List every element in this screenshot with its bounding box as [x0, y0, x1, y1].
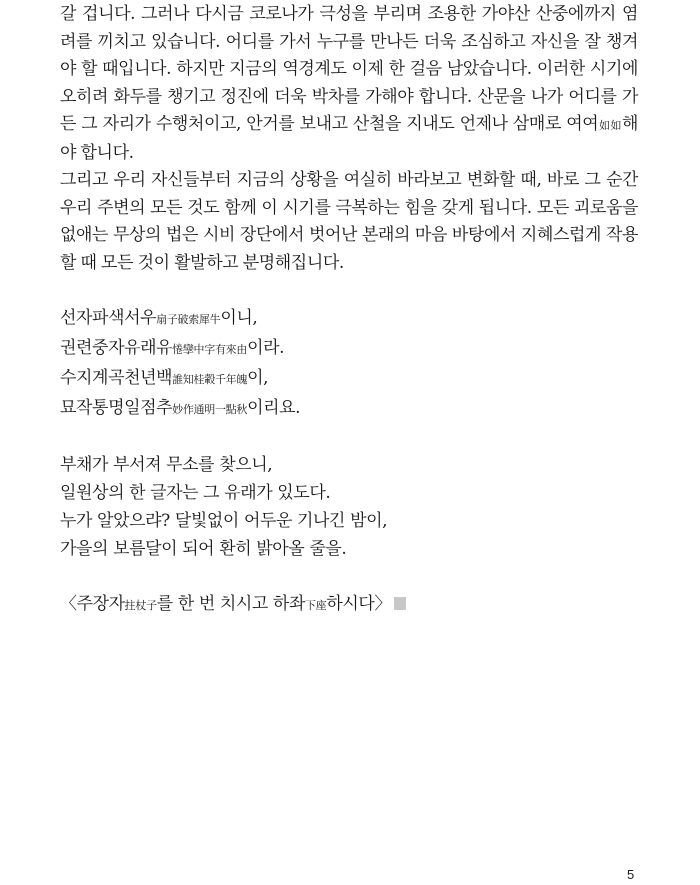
verse-korean-block — [60, 451, 638, 563]
text-run: 를 한 번 치시고 하좌 — [156, 594, 305, 614]
verse-reading: 선자파색서우 — [60, 308, 157, 328]
end-mark-icon — [394, 597, 406, 610]
verse-ending: 이, — [247, 368, 269, 388]
verse-line — [60, 304, 638, 334]
verse-translation-line: 일원상의 한 글자는 그 유래가 있도다. — [60, 483, 331, 503]
verse-line — [60, 394, 638, 424]
body-paragraph — [60, 167, 638, 277]
hanja-annotation: 誰知桂轂千年魄 — [172, 373, 248, 386]
verse-line — [60, 334, 638, 364]
page-number: 5 — [627, 867, 635, 882]
hanja-annotation: 惓孿中字有來由 — [172, 343, 248, 356]
hanja-annotation: 下座 — [304, 599, 327, 612]
verse-ending: 이리요. — [247, 398, 301, 418]
text-run: 해야 합니다. — [60, 114, 639, 163]
hanja-annotation: 扇子破索犀牛 — [156, 313, 221, 326]
text-run: 〈주장자 — [60, 594, 125, 614]
verse-ending: 이니, — [220, 308, 258, 328]
verse-reading: 권련중자유래유 — [60, 338, 173, 358]
verse-translation-line: 누가 알았으랴? 달빛없이 어두운 기나긴 밤이, — [60, 511, 388, 531]
verse-hanja-block — [60, 304, 638, 424]
verse-reading: 묘작통명일점추 — [60, 398, 173, 418]
text-run: 갈 겁니다. 그러나 다시금 코로나가 극성을 부리며 조용한 가야산 산중에까지 염려를 끼치고 있습니다. 어디를 가서 누구를 만나든 더욱 조심하고 자신을 잘 챙겨야 할 때입니다. 하지만 지금의 역경계도 이제 한 걸음 남았습니다. 이러한 시기에 오히려 화두를 챙기고 정진에 더욱 박차를 가해야 합니다. 산문을 나가 어디를 가든 그 자리가 수행처이고, 안거를 보내고 산철을 지내도 언제나 삼매로 여여 — [60, 4, 638, 134]
verse-translation-line: 가을의 보름달이 되어 환히 밝아올 줄을. — [60, 539, 347, 559]
hanja-annotation: 拄杖子 — [124, 599, 157, 612]
hanja-annotation: 妙作通明一點秋 — [172, 403, 248, 416]
closing-stage-direction — [60, 590, 638, 620]
hanja-annotation: 如如 — [598, 119, 622, 132]
verse-ending: 이라. — [247, 338, 285, 358]
text-run: 하시다〉 — [326, 594, 392, 614]
text-run: 그리고 우리 자신들부터 지금의 상황을 여실히 바라보고 변화할 때, 바로 그 순간 우리 주변의 모든 것도 함께 이 시기를 극복하는 힘을 갖게 됩니다. 모든 괴로움을 없애는 무상의 법은 시비 장단에서 벗어난 본래의 마음 바탕에서 지혜스럽게 작용할 때 모든 것이 활발하고 분명해집니다. — [60, 170, 638, 273]
page-content — [60, 0, 638, 637]
verse-reading: 수지계곡천년백 — [60, 368, 173, 388]
verse-line — [60, 364, 638, 394]
verse-translation-line: 부채가 부서져 무소를 찾으니, — [60, 455, 273, 475]
body-paragraph — [60, 1, 638, 167]
